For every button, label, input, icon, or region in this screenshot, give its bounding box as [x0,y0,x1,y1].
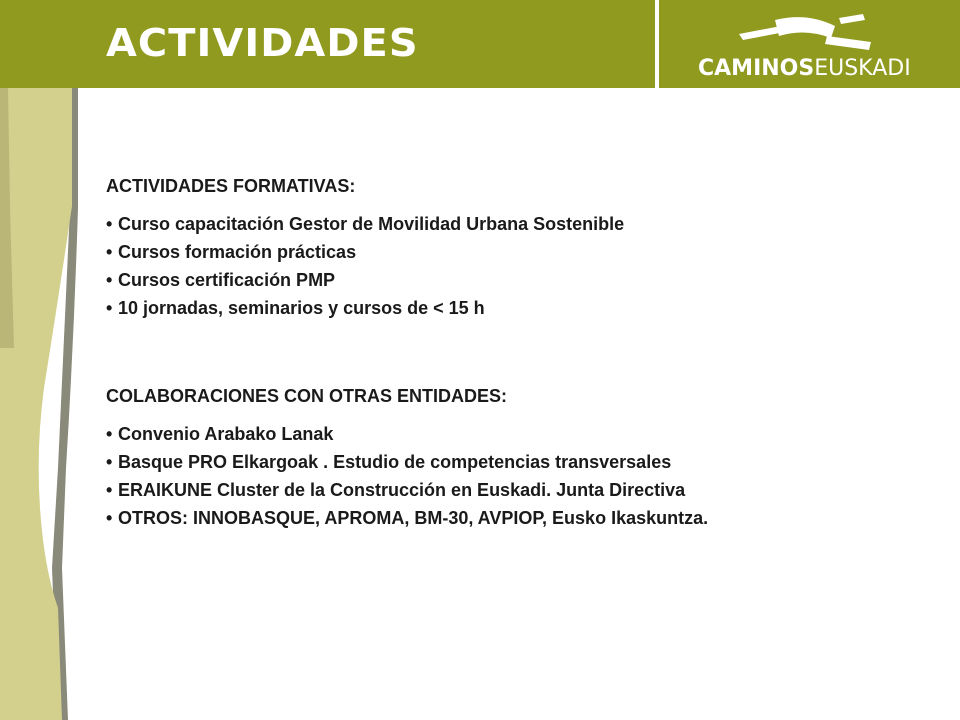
bullet: • [106,298,113,318]
list-item [106,504,926,532]
section-colaboraciones [106,382,926,532]
bullet: • [106,508,113,528]
section-heading: COLABORACIONES CON OTRAS ENTIDADES: [106,386,508,406]
section-heading: ACTIVIDADES FORMATIVAS: [106,176,356,196]
list-item-text: Cursos formación prácticas [118,242,357,262]
list-item-text: Cursos certificación PMP [118,270,336,290]
header-bar [0,0,960,88]
list-item-text: Curso capacitación Gestor de Movilidad Urbana Sostenible [118,214,625,234]
list-item-text: 10 jornadas, seminarios y cursos de < 15 h [118,298,485,318]
list-item-text: OTROS: INNOBASQUE, APROMA, BM-30, AVPIOP, Eusko Ikaskuntza. [118,508,709,528]
list-item-text: Basque PRO Elkargoak . Estudio de competencias transversales [118,452,672,472]
bullet: • [106,242,113,262]
logo-text [698,58,911,80]
section-spacer [106,322,926,382]
list-item [106,266,926,294]
bullet: • [106,270,113,290]
logo-text-regular: EUSKADI [814,56,911,81]
section-formativas [106,172,926,322]
bullet: • [106,424,113,444]
bullet: • [106,480,113,500]
bullet: • [106,214,113,234]
page-title: ACTIVIDADES [106,21,419,65]
side-decoration [0,88,90,720]
boat-mark-icon [735,12,875,52]
list-item [106,238,926,266]
bullet: • [106,452,113,472]
list-item-text: Convenio Arabako Lanak [118,424,334,444]
list-item [106,448,926,476]
list-item [106,476,926,504]
list-item [106,420,926,448]
logo-text-bold: CAMINOS [698,56,815,81]
content [106,172,926,532]
logo [680,8,930,86]
list-item-text: ERAIKUNE Cluster de la Construcción en Euskadi. Junta Directiva [118,480,686,500]
list-item [106,294,926,322]
list-item [106,210,926,238]
header-divider [655,0,659,88]
bullet-list [106,420,926,532]
bullet-list [106,210,926,322]
